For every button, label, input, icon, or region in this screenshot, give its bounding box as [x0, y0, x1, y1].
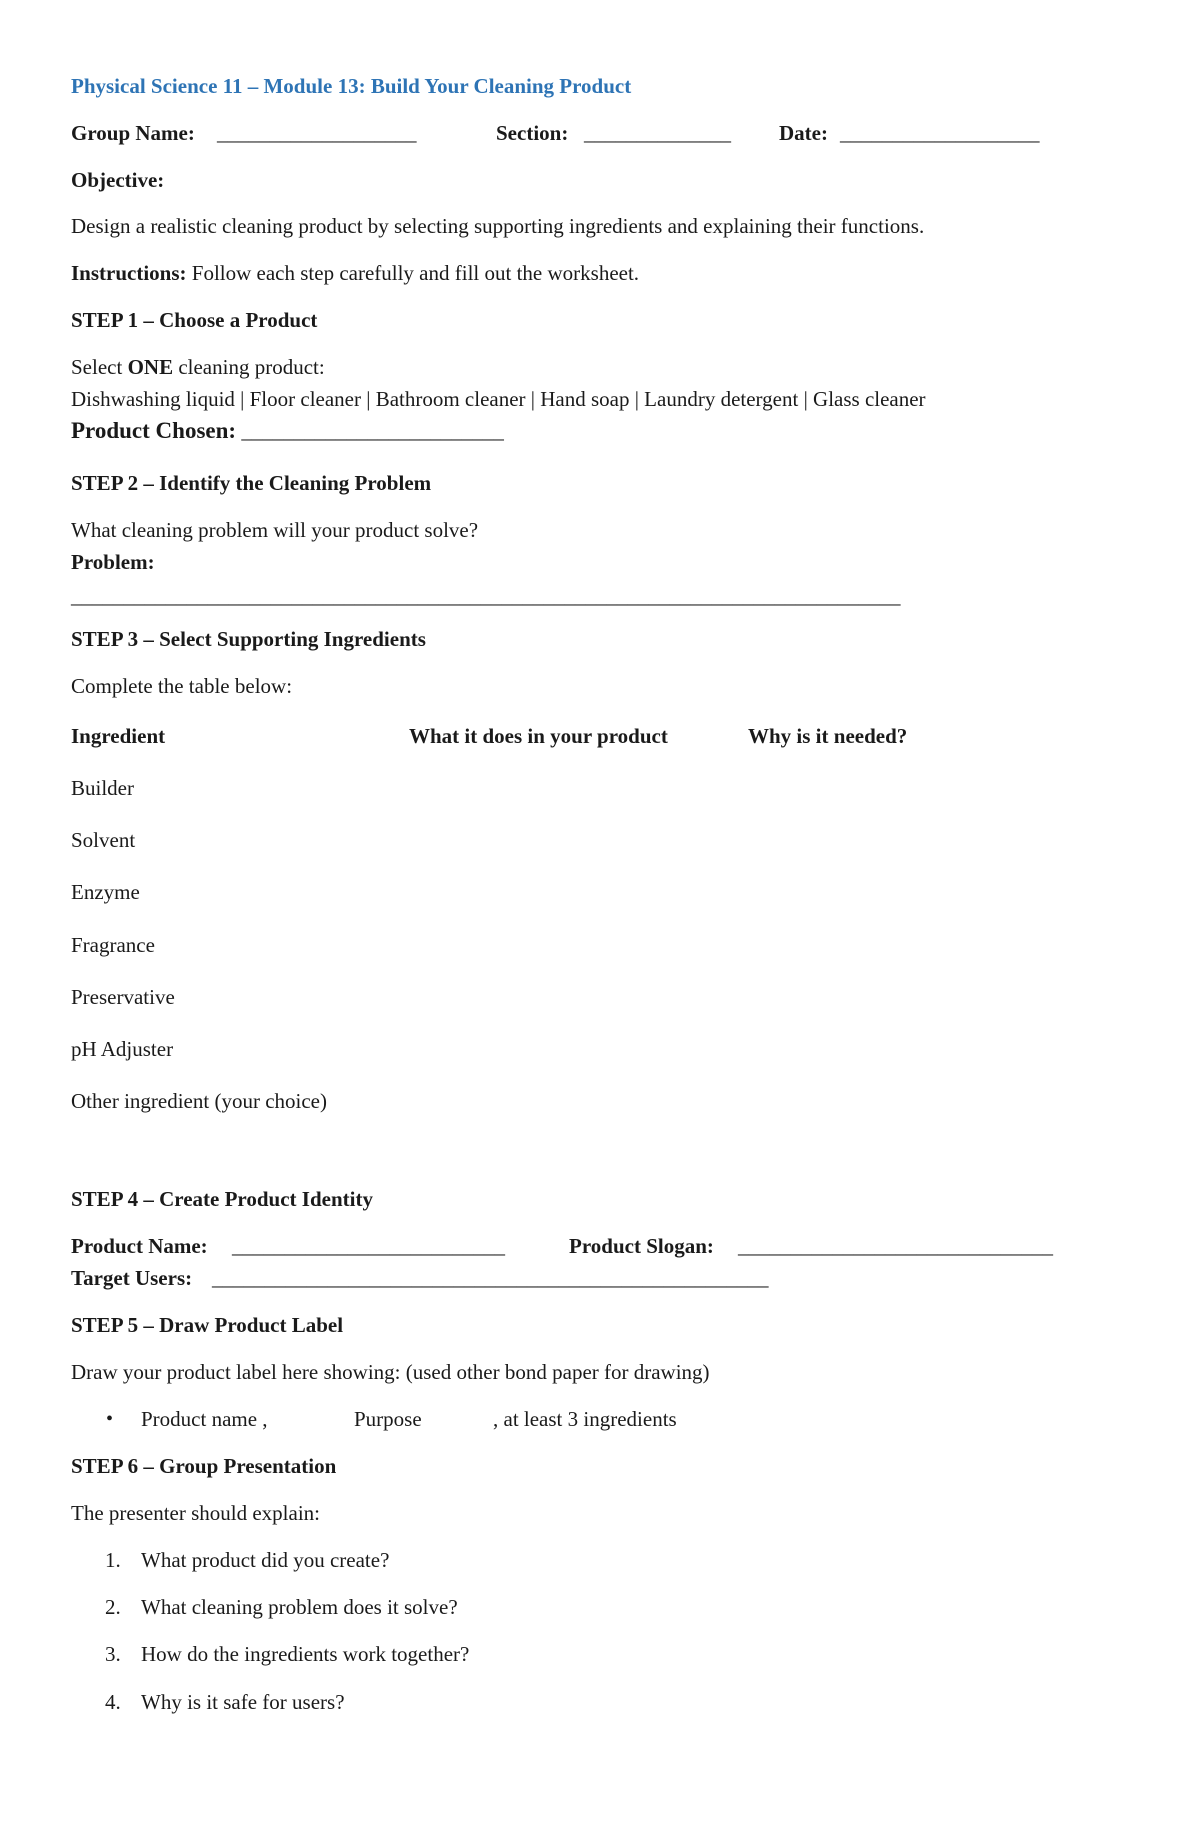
step6-heading: STEP 6 – Group Presentation: [71, 1454, 337, 1478]
bullet-product-name: Product name ,: [141, 1407, 268, 1431]
date-field[interactable]: ___________________: [840, 121, 1040, 145]
step1-select-pre: Select: [71, 355, 128, 379]
target-users-field[interactable]: _____________________________________________________: [212, 1266, 769, 1290]
instructions: [71, 260, 639, 286]
bullet-purpose: Purpose: [354, 1407, 422, 1431]
product-chosen: [71, 418, 504, 444]
table-row-solvent: Solvent: [71, 828, 136, 852]
section-field[interactable]: ______________: [584, 121, 731, 145]
bullet-icon: •: [106, 1408, 114, 1430]
list-number: 1.: [105, 1548, 121, 1572]
step5-text: Draw your product label here showing: (used other bond paper for drawing): [71, 1360, 710, 1384]
table-row-ph-adjuster: pH Adjuster: [71, 1037, 174, 1061]
step6-intro: The presenter should explain:: [71, 1501, 321, 1525]
list-number: 2.: [105, 1595, 121, 1619]
problem-label: Problem:: [71, 550, 155, 574]
step1-select-bold: ONE: [127, 355, 174, 379]
table-row-fragrance: Fragrance: [71, 933, 155, 957]
product-name-label: Product Name:: [71, 1234, 208, 1258]
step3-heading: STEP 3 – Select Supporting Ingredients: [71, 627, 426, 651]
objective-heading: Objective:: [71, 168, 165, 192]
instructions-text: Follow each step carefully and fill out the worksheet.: [191, 261, 640, 285]
step5-heading: STEP 5 – Draw Product Label: [71, 1313, 344, 1337]
table-row-builder: Builder: [71, 776, 134, 800]
step2-heading: STEP 2 – Identify the Cleaning Problem: [71, 471, 432, 495]
step4-heading: STEP 4 – Create Product Identity: [71, 1187, 373, 1211]
column-header-ingredient: Ingredient: [71, 724, 166, 748]
table-row-preservative: Preservative: [71, 985, 175, 1009]
list-number: 4.: [105, 1690, 121, 1714]
product-chosen-field[interactable]: _________________________: [241, 419, 504, 443]
product-name-field[interactable]: __________________________: [232, 1234, 505, 1258]
product-slogan-label: Product Slogan:: [569, 1234, 714, 1258]
product-chosen-label: Product Chosen:: [71, 418, 237, 443]
problem-field[interactable]: _______________________________________________________________________________: [71, 584, 901, 608]
target-users-label: Target Users:: [71, 1266, 193, 1290]
step3-intro: Complete the table below:: [71, 674, 293, 698]
product-slogan-field[interactable]: ______________________________: [738, 1234, 1053, 1258]
objective-text: Design a realistic cleaning product by selecting supporting ingredients and explaining their functions.: [71, 214, 925, 238]
column-header-reason: Why is it needed?: [748, 724, 908, 748]
table-row-other: Other ingredient (your choice): [71, 1089, 327, 1113]
bullet-ingredients: , at least 3 ingredients: [493, 1407, 677, 1431]
table-row-enzyme: Enzyme: [71, 880, 140, 904]
page-title: Physical Science 11 – Module 13: Build Your Cleaning Product: [71, 74, 632, 98]
step1-options: Dishwashing liquid | Floor cleaner | Bathroom cleaner | Hand soap | Laundry detergent | Glass cleaner: [71, 387, 926, 411]
list-text: How do the ingredients work together?: [141, 1642, 470, 1666]
instructions-label: Instructions:: [71, 261, 187, 285]
list-text: Why is it safe for users?: [141, 1690, 345, 1714]
step1-select-text: [71, 354, 325, 380]
group-name-label: Group Name:: [71, 121, 195, 145]
step2-question: What cleaning problem will your product solve?: [71, 518, 479, 542]
step1-heading: STEP 1 – Choose a Product: [71, 308, 318, 332]
column-header-function: What it does in your product: [409, 724, 668, 748]
date-label: Date:: [779, 121, 828, 145]
list-number: 3.: [105, 1642, 121, 1666]
step1-select-post: cleaning product:: [173, 355, 325, 379]
section-label: Section:: [496, 121, 569, 145]
list-text: What product did you create?: [141, 1548, 390, 1572]
list-text: What cleaning problem does it solve?: [141, 1595, 458, 1619]
group-name-field[interactable]: ___________________: [217, 121, 417, 145]
